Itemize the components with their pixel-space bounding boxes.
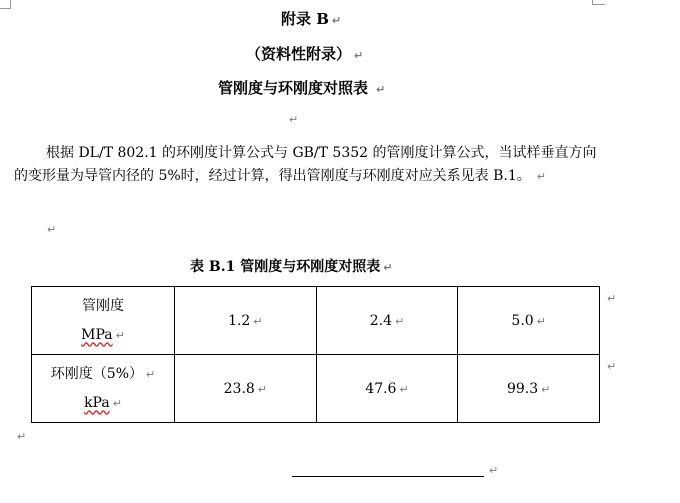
table-cell: 47.6 ↵ <box>316 355 458 423</box>
cell-mark-icon: ↵ <box>115 328 125 342</box>
cell-mark-icon: ↵ <box>536 314 546 328</box>
paragraph-mark-icon: ↵ <box>489 464 499 477</box>
table-cell: 5.0 ↵ <box>458 287 600 355</box>
paragraph-mark-icon: ↵ <box>354 49 364 62</box>
table-cell: 1.2 ↵ <box>175 287 317 355</box>
table-cell: 99.3 ↵ <box>458 355 600 423</box>
cell-mark-icon: ↵ <box>399 382 409 396</box>
cell-mark-icon: ↵ <box>253 314 263 328</box>
cell-mark-icon: ↵ <box>257 382 268 396</box>
paragraph-mark-icon: ↵ <box>17 430 27 443</box>
cell-mark-icon: ↵ <box>112 396 122 410</box>
row-end-mark-icon: ↵ <box>607 360 617 373</box>
paragraph-mark-icon: ↵ <box>383 261 393 274</box>
paragraph-mark-icon: ↵ <box>47 223 57 236</box>
page-corner-mark-left <box>0 0 11 9</box>
row-end-mark-icon: ↵ <box>607 292 617 305</box>
appendix-note: （资料性附录） ↵ <box>246 45 364 63</box>
signature-line <box>292 476 484 477</box>
paragraph-mark-icon: ↵ <box>331 14 342 27</box>
paragraph-mark-icon: ↵ <box>536 170 546 183</box>
table-row <box>32 355 600 423</box>
cell-mark-icon: ↵ <box>395 314 405 328</box>
table-caption: 表 B.1 管刚度与环刚度对照表 ↵ <box>190 259 393 275</box>
appendix-title: 附录 B ↵ <box>281 10 342 28</box>
table-row <box>32 287 600 355</box>
body-paragraph: 根据 DL/T 802.1 的环刚度计算公式与 GB/T 5352 的管刚度计算公式，当试样垂直方向的变形量为导管内径的 5%时，经过计算，得出管刚度与环刚度对应关系见表 B.1。 ↵ <box>14 145 597 184</box>
row-label: 环刚度（5%） <box>50 365 143 382</box>
paragraph-mark-icon: ↵ <box>376 83 386 96</box>
row-unit: kPa <box>84 394 110 411</box>
cell-mark-icon: ↵ <box>541 382 551 396</box>
table-cell: 23.8 ↵ <box>175 355 317 423</box>
row-label: 管刚度 <box>82 297 124 314</box>
row-header-cell <box>32 355 175 423</box>
row-unit: MPa <box>81 326 113 343</box>
paragraph-mark-icon: ↵ <box>289 113 299 126</box>
main-title: 管刚度与环刚度对照表 ↵ <box>218 79 386 97</box>
table-cell: 2.4 ↵ <box>316 287 458 355</box>
cell-mark-icon: ↵ <box>146 367 156 381</box>
stiffness-table <box>31 286 600 423</box>
page-corner-mark-right <box>592 0 605 5</box>
row-header-cell <box>32 287 175 355</box>
